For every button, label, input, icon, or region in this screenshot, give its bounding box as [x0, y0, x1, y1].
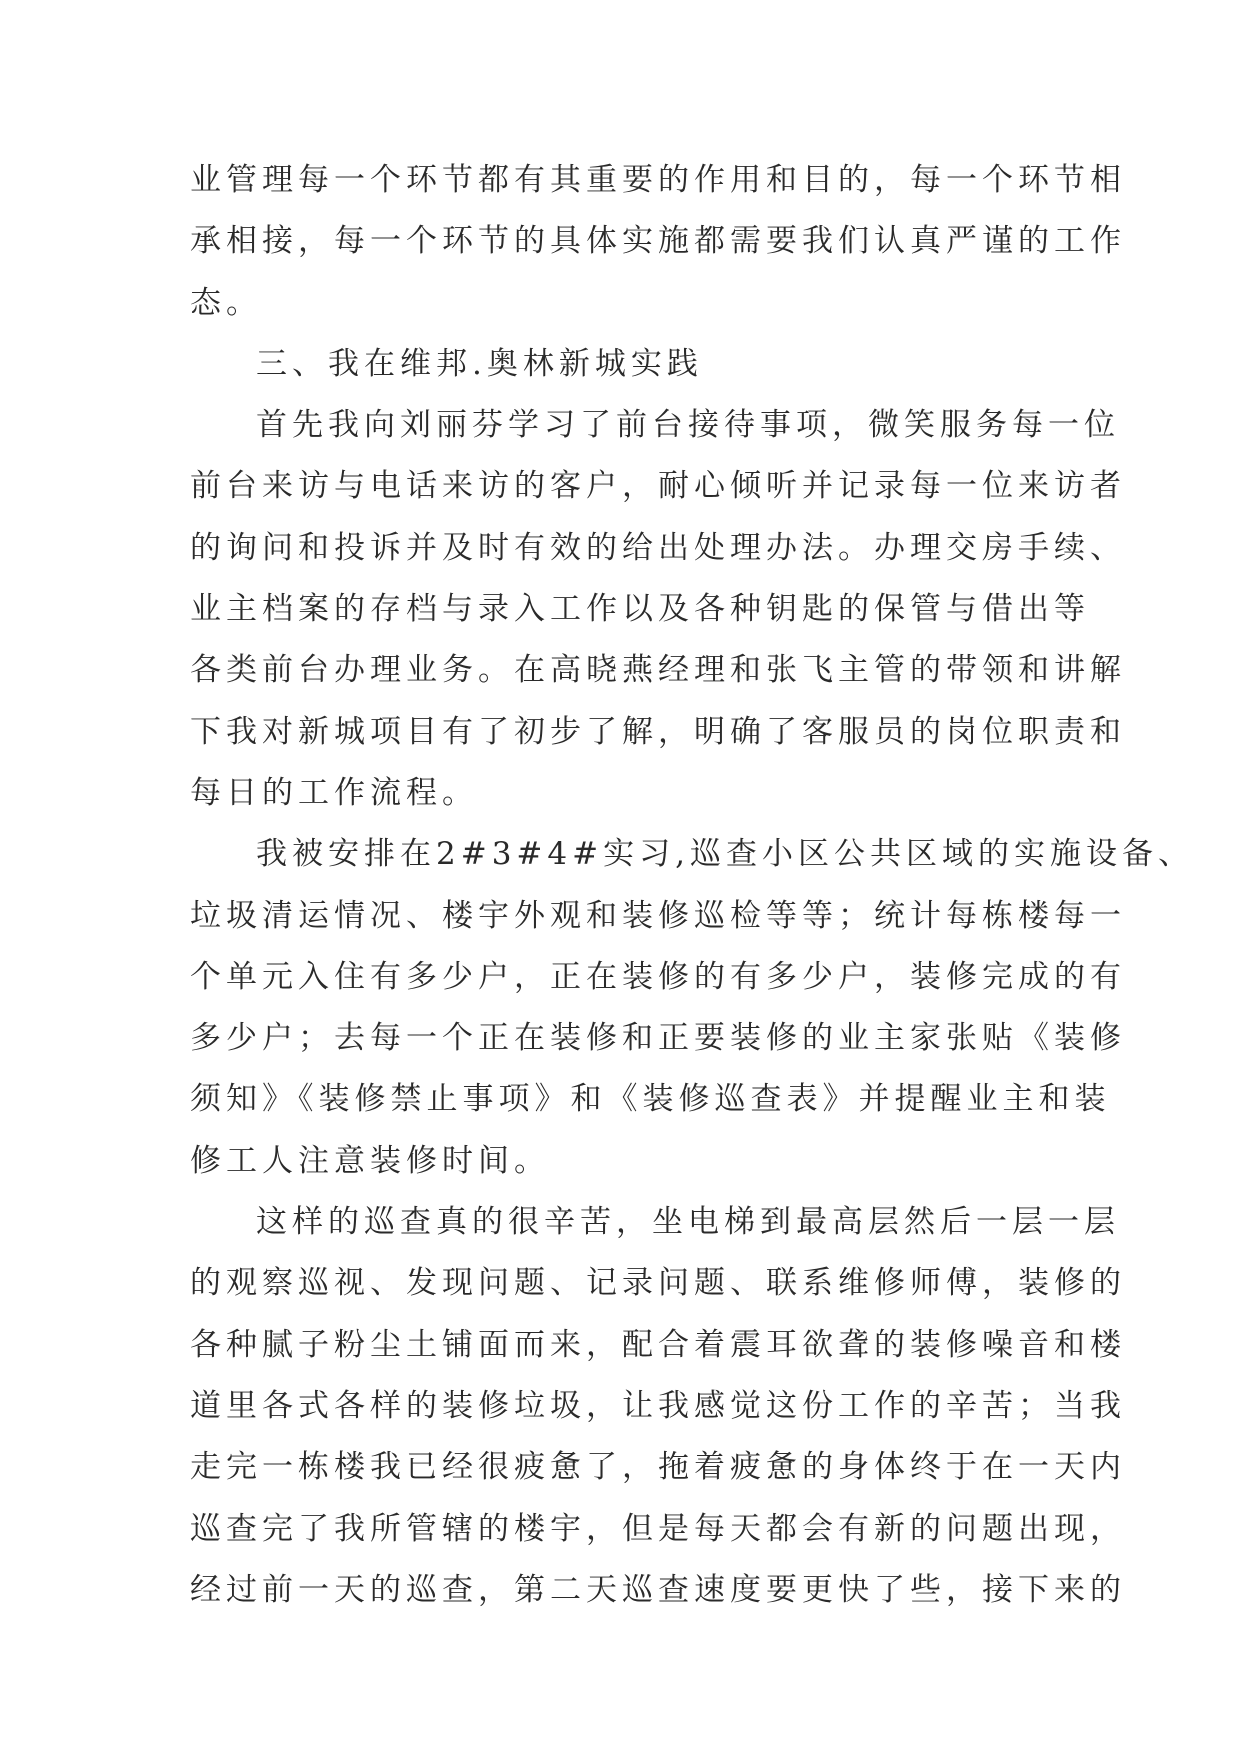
section-heading: 三、我在维邦.奥林新城实践: [256, 345, 703, 382]
text-line: 走完一栋楼我已经很疲惫了，拖着疲惫的身体终于在一天内: [190, 1449, 1126, 1486]
text-line: 道里各式各样的装修垃圾，让我感觉这份工作的辛苦；当我: [190, 1387, 1126, 1424]
text-line: 修工人注意装修时间。: [190, 1142, 550, 1179]
text-line: 各种腻子粉尘土铺面而来，配合着震耳欲聋的装修噪音和楼: [190, 1326, 1126, 1363]
text-line: 经过前一天的巡查，第二天巡查速度要更快了些，接下来的: [190, 1571, 1126, 1608]
text-line: 垃圾清运情况、楼宇外观和装修巡检等等；统计每栋楼每一: [190, 897, 1126, 934]
text-line: 个单元入住有多少户，正在装修的有多少户，装修完成的有: [190, 958, 1126, 995]
text-line: 业主档案的存档与录入工作以及各种钥匙的保管与借出等: [190, 591, 1090, 628]
body-text: [190, 150, 1194, 1621]
text-line: 我被安排在2#3#4#实习,巡查小区公共区域的实施设备、: [256, 836, 1194, 873]
text-line: 承相接，每一个环节的具体实施都需要我们认真严谨的工作: [190, 223, 1126, 260]
text-line: 态。: [190, 284, 262, 321]
text-line: 这样的巡查真的很辛苦，坐电梯到最高层然后一层一层: [256, 1204, 1120, 1241]
text-line: 首先我向刘丽芬学习了前台接待事项，微笑服务每一位: [256, 407, 1120, 444]
text-line: 每日的工作流程。: [190, 774, 478, 811]
text-line: 的询问和投诉并及时有效的给出处理办法。办理交房手续、: [190, 529, 1126, 566]
text-line: 的观察巡视、发现问题、记录问题、联系维修师傅，装修的: [190, 1265, 1126, 1302]
text-line: 下我对新城项目有了初步了解，明确了客服员的岗位职责和: [190, 713, 1126, 750]
text-line: 须知》《装修禁止事项》和《装修巡查表》并提醒业主和装: [190, 1081, 1111, 1118]
text-line: 各类前台办理业务。在高晓燕经理和张飞主管的带领和讲解: [190, 652, 1126, 689]
text-line: 前台来访与电话来访的客户，耐心倾听并记录每一位来访者: [190, 468, 1126, 505]
text-line: 多少户；去每一个正在装修和正要装修的业主家张贴《装修: [190, 1020, 1126, 1057]
text-line: 业管理每一个环节都有其重要的作用和目的，每一个环节相: [190, 162, 1126, 198]
text-line: 巡查完了我所管辖的楼宇，但是每天都会有新的问题出现，: [190, 1510, 1126, 1547]
